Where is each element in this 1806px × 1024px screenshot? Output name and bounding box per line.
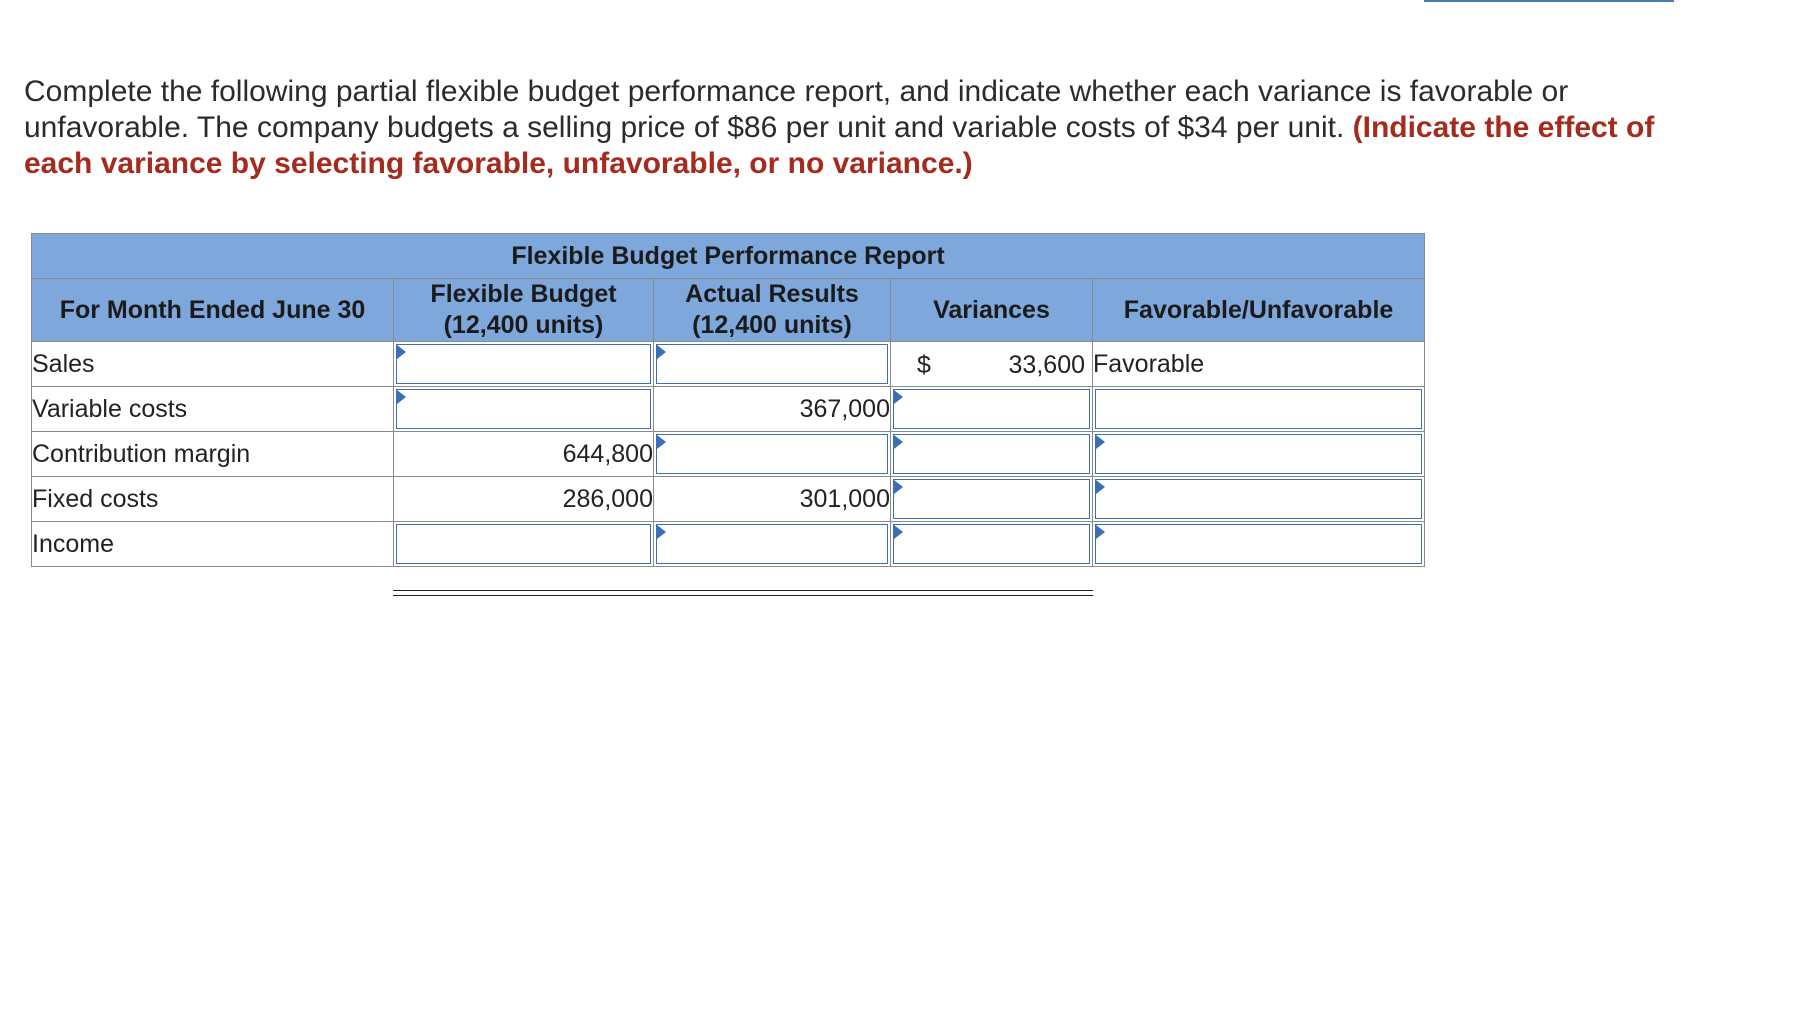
table-row-fixed-costs [32,477,1425,522]
table-row-sales [32,342,1425,387]
report-title: Flexible Budget Performance Report [32,234,1425,279]
row-label-contribution-margin: Contribution margin [32,432,394,477]
header-flexible-budget-line2: (12,400 units) [443,311,604,339]
header-flexible-budget [394,279,654,342]
fixed-costs-flexible-value: 286,000 [394,477,654,522]
sales-flexible-input[interactable] [394,342,654,387]
header-favorable-unfavorable: Favorable/Unfavorable [1093,279,1425,342]
instructions-text: Complete the following partial flexible budget performance report, and indicate whether each variance is favorable or unfavorable. The company budgets a selling price of $86 per unit and variable costs of $34 per unit. [24,75,1569,144]
instructions-emphasis: (Indicate the effect of each variance by selecting favorable, unfavorable, or no variance.) [24,111,1655,180]
sales-variance-value: 33,600 [1008,351,1085,379]
row-label-fixed-costs: Fixed costs [32,477,394,522]
sales-variance-currency: $ [917,351,931,379]
income-flexible-input[interactable] [394,522,654,567]
row-label-sales: Sales [32,342,394,387]
fixed-costs-effect-select[interactable] [1093,477,1425,522]
header-actual-results-line2: (12,400 units) [692,311,852,339]
contribution-margin-flexible-value: 644,800 [394,432,654,477]
row-label-income: Income [32,522,394,567]
sales-effect-value: Favorable [1093,342,1425,387]
contribution-margin-variance-input[interactable] [891,432,1093,477]
income-double-underline [393,590,1093,596]
table-row-variable-costs [32,387,1425,432]
income-variance-input[interactable] [891,522,1093,567]
header-flexible-budget-line1: Flexible Budget [430,280,617,308]
contribution-margin-actual-input[interactable] [654,432,891,477]
income-effect-select[interactable] [1093,522,1425,567]
fixed-costs-actual-value: 301,000 [654,477,891,522]
header-variances: Variances [891,279,1093,342]
variable-costs-effect-select[interactable] [1093,387,1425,432]
header-actual-results [654,279,891,342]
header-period: For Month Ended June 30 [32,279,394,342]
sales-actual-input[interactable] [654,342,891,387]
flexible-budget-report-table [31,233,1425,567]
contribution-margin-effect-select[interactable] [1093,432,1425,477]
header-actual-results-line1: Actual Results [685,280,859,308]
row-label-variable-costs: Variable costs [32,387,394,432]
sales-variance-cell [891,342,1093,387]
instructions [24,74,1714,182]
income-actual-input[interactable] [654,522,891,567]
variable-costs-flexible-input[interactable] [394,387,654,432]
table-row-contribution-margin [32,432,1425,477]
fixed-costs-variance-input[interactable] [891,477,1093,522]
table-row-income [32,522,1425,567]
variable-costs-variance-input[interactable] [891,387,1093,432]
top-accent-bar [1424,0,1674,2]
variable-costs-actual-value: 367,000 [654,387,891,432]
